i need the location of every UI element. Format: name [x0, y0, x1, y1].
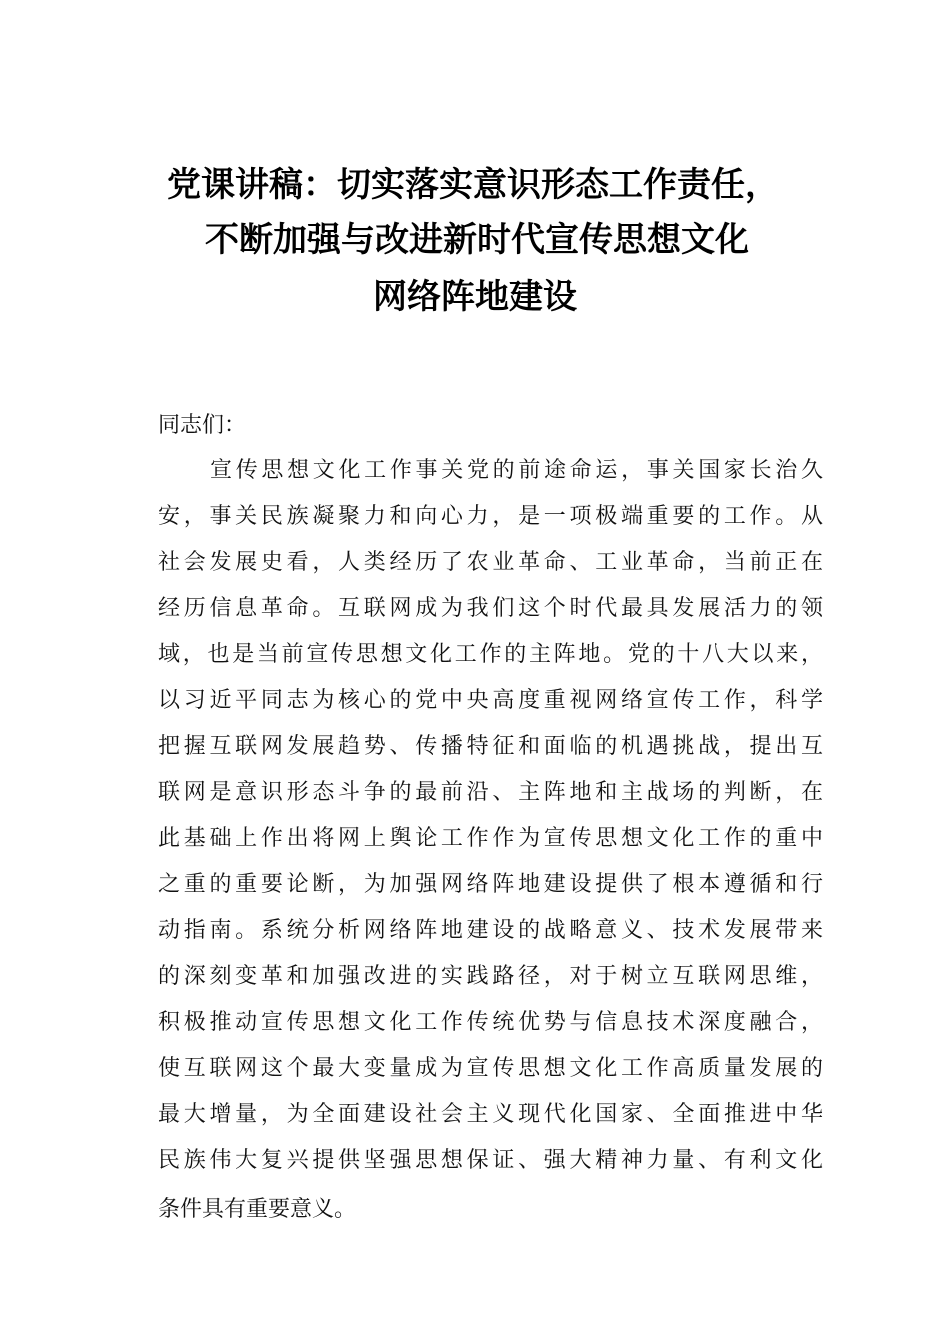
paragraph-line: 域，也是当前宣传思想文化工作的主阵地。党的十八大以来， — [158, 642, 823, 667]
paragraph-line: 联网是意识形态斗争的最前沿、主阵地和主战场的判断，在 — [158, 780, 823, 805]
paragraph-line: 把握互联网发展趋势、传播特征和面临的机遇挑战，提出互 — [158, 734, 823, 759]
body-paragraph — [158, 448, 823, 1232]
paragraph-line: 使互联网这个最大变量成为宣传思想文化工作高质量发展的 — [158, 1056, 823, 1081]
paragraph-line: 民族伟大复兴提供坚强思想保证、强大精神力量、有利文化 — [158, 1148, 823, 1173]
paragraph-line: 积极推动宣传思想文化工作传统优势与信息技术深度融合， — [158, 1010, 823, 1035]
paragraph-line: 社会发展史看，人类经历了农业革命、工业革命，当前正在 — [158, 550, 823, 575]
paragraph-line: 的深刻变革和加强改进的实践路径，对于树立互联网思维， — [158, 964, 823, 989]
title-line: 网络阵地建设 — [373, 277, 577, 317]
paragraph-line: 动指南。系统分析网络阵地建设的战略意义、技术发展带来 — [158, 918, 823, 943]
paragraph-line: 经历信息革命。互联网成为我们这个时代最具发展活力的领 — [158, 596, 823, 621]
paragraph-line: 之重的重要论断，为加强网络阵地建设提供了根本遵循和行 — [158, 872, 823, 897]
document-title — [0, 158, 950, 325]
paragraph-line: 条件具有重要意义。 — [158, 1197, 357, 1222]
paragraph-line: 最大增量，为全面建设社会主义现代化国家、全面推进中华 — [158, 1102, 823, 1127]
paragraph-line: 安，事关民族凝聚力和向心力，是一项极端重要的工作。从 — [158, 504, 823, 529]
title-line: 不断加强与改进新时代宣传思想文化 — [205, 220, 749, 260]
salutation: 同志们： — [158, 413, 247, 438]
paragraph-line: 宣传思想文化工作事关党的前途命运，事关国家长治久 — [210, 458, 823, 483]
paragraph-line: 以习近平同志为核心的党中央高度重视网络宣传工作，科学 — [158, 688, 823, 713]
title-line: 党课讲稿：切实落实意识形态工作责任， — [167, 165, 779, 205]
paragraph-line: 此基础上作出将网上舆论工作作为宣传思想文化工作的重中 — [158, 826, 823, 851]
